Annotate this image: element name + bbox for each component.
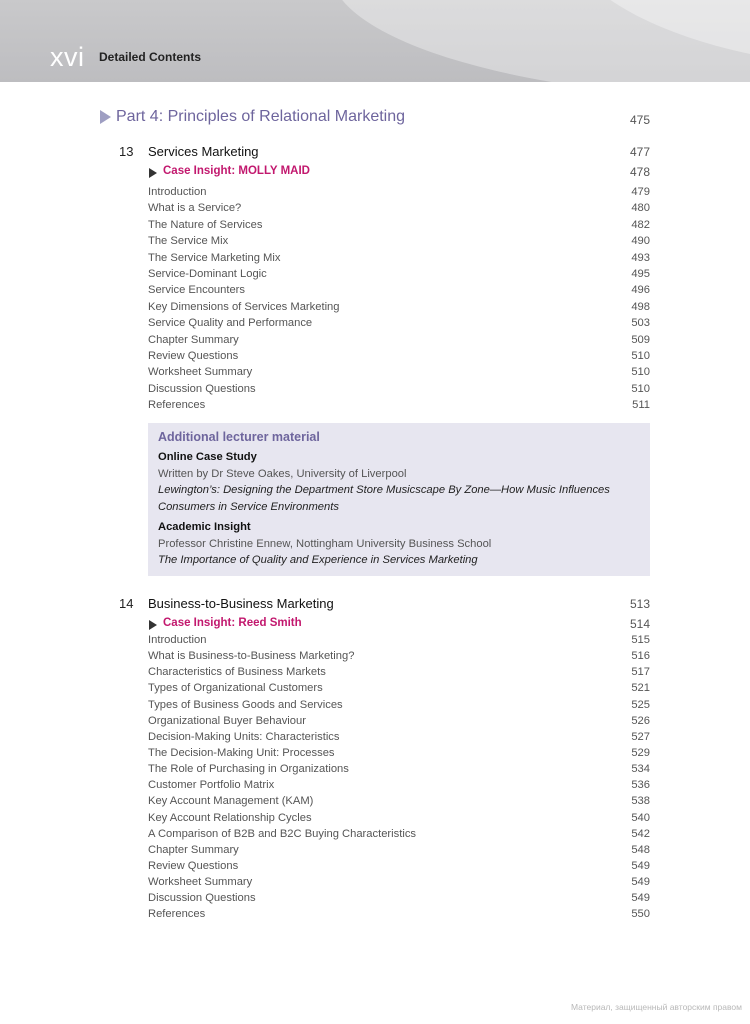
toc-entry[interactable] xyxy=(100,812,650,828)
entry-title: Customer Portfolio Matrix xyxy=(148,779,275,792)
entry-page: 538 xyxy=(631,795,650,808)
chapter-number: 14 xyxy=(119,596,134,611)
entry-page: 503 xyxy=(631,317,650,330)
online-case-study-title[interactable]: Lewington’s: Designing the Department Store Musicscape By Zone—How Music Influences xyxy=(158,484,610,496)
toc-entry[interactable] xyxy=(100,186,650,202)
chapter-heading[interactable] xyxy=(100,596,650,616)
part-heading[interactable] xyxy=(100,108,650,130)
entry-title: Key Account Management (KAM) xyxy=(148,795,314,808)
entry-title: Key Dimensions of Services Marketing xyxy=(148,300,340,313)
triangle-right-icon xyxy=(149,168,157,178)
academic-insight-title[interactable]: The Importance of Quality and Experience in Services Marketing xyxy=(158,554,478,566)
part-title: Part 4: Principles of Relational Marketing xyxy=(116,108,406,125)
toc-entry[interactable] xyxy=(100,715,650,731)
toc-entry[interactable] xyxy=(100,763,650,779)
entry-title: Introduction xyxy=(148,634,207,646)
entry-page: 482 xyxy=(631,218,650,231)
lecturer-material-heading: Additional lecturer material xyxy=(158,430,320,444)
entry-page: 496 xyxy=(631,284,650,297)
case-insight-label: Case Insight: MOLLY MAID xyxy=(163,165,310,177)
case-insight-page: 478 xyxy=(629,165,650,179)
entry-page: 521 xyxy=(631,682,650,695)
entry-title: Service Quality and Performance xyxy=(148,317,313,330)
entry-page: 549 xyxy=(631,892,650,905)
entry-title: The Role of Purchasing in Organizations xyxy=(148,763,349,776)
entry-title: Review Questions xyxy=(148,349,239,362)
chapter-page: 477 xyxy=(629,145,650,159)
entry-title: References xyxy=(148,908,206,921)
entry-title: The Service Mix xyxy=(148,235,229,248)
toc-entry[interactable] xyxy=(100,317,650,333)
running-head-title: Detailed Contents xyxy=(99,50,202,64)
entry-title: Chapter Summary xyxy=(148,333,239,346)
entry-title: Chapter Summary xyxy=(148,843,239,856)
entry-page: 536 xyxy=(631,779,650,792)
triangle-right-icon xyxy=(149,620,157,630)
entry-title: Service-Dominant Logic xyxy=(148,267,267,280)
toc-entry[interactable] xyxy=(100,219,650,235)
toc-entry[interactable] xyxy=(100,828,650,844)
toc-entry[interactable] xyxy=(100,860,650,876)
entry-page: 549 xyxy=(631,859,650,872)
case-insight-label: Case Insight: Reed Smith xyxy=(163,617,302,629)
entry-page: 550 xyxy=(631,908,650,921)
chapter-title: Services Marketing xyxy=(148,144,259,159)
entry-title: Introduction xyxy=(148,186,207,198)
chapter-title: Business-to-Business Marketing xyxy=(148,596,334,611)
toc-entry[interactable] xyxy=(100,795,650,811)
entry-page: 510 xyxy=(631,366,650,379)
entry-title: What is Business-to-Business Marketing? xyxy=(148,650,355,663)
entry-list xyxy=(100,634,650,925)
entry-page: 529 xyxy=(631,746,650,759)
entry-page: 510 xyxy=(631,349,650,362)
toc-entry[interactable] xyxy=(100,844,650,860)
toc-entry[interactable] xyxy=(100,876,650,892)
entry-title: Characteristics of Business Markets xyxy=(148,666,326,679)
entry-title: Discussion Questions xyxy=(148,892,256,905)
entry-title: References xyxy=(148,399,206,412)
toc-entry[interactable] xyxy=(100,350,650,366)
online-case-study-label: Online Case Study xyxy=(158,451,257,463)
entry-list xyxy=(100,186,650,415)
toc-entry[interactable] xyxy=(100,892,650,908)
lecturer-material-box xyxy=(148,423,650,576)
entry-page: 480 xyxy=(631,202,650,215)
entry-title: What is a Service? xyxy=(148,202,242,215)
entry-page: 548 xyxy=(631,843,650,856)
entry-page: 490 xyxy=(631,235,650,248)
triangle-right-icon xyxy=(100,110,111,124)
toc-entry[interactable] xyxy=(100,301,650,317)
toc-entry[interactable] xyxy=(100,399,650,415)
entry-title: Types of Business Goods and Services xyxy=(148,698,343,711)
toc-entry[interactable] xyxy=(100,202,650,218)
entry-title: Key Account Relationship Cycles xyxy=(148,811,312,824)
entry-page: 542 xyxy=(631,827,650,840)
entry-title: Worksheet Summary xyxy=(148,366,253,379)
toc-entry[interactable] xyxy=(100,731,650,747)
toc-entry[interactable] xyxy=(100,699,650,715)
entry-title: The Decision-Making Unit: Processes xyxy=(148,746,335,759)
entry-page: 515 xyxy=(631,634,650,646)
entry-page: 540 xyxy=(631,811,650,824)
toc-entry[interactable] xyxy=(100,284,650,300)
chapter-number: 13 xyxy=(119,144,134,159)
toc-entry[interactable] xyxy=(100,666,650,682)
entry-title: The Nature of Services xyxy=(148,218,263,231)
online-case-study-title-cont[interactable]: Consumers in Service Environments xyxy=(158,501,339,513)
entry-page: 534 xyxy=(631,763,650,776)
toc-entry[interactable] xyxy=(100,779,650,795)
copyright-watermark: Материал, защищенный авторским правом xyxy=(570,1002,742,1012)
entry-page: 525 xyxy=(631,698,650,711)
part-page: 475 xyxy=(629,113,650,127)
running-header xyxy=(0,0,750,82)
entry-page: 479 xyxy=(631,186,650,198)
entry-title: Worksheet Summary xyxy=(148,876,253,889)
academic-insight-author: Professor Christine Ennew, Nottingham University Business School xyxy=(158,538,492,550)
entry-title: Review Questions xyxy=(148,859,239,872)
entry-title: A Comparison of B2B and B2C Buying Characteristics xyxy=(148,827,417,840)
entry-title: Service Encounters xyxy=(148,284,246,297)
academic-insight-label: Academic Insight xyxy=(158,521,251,533)
entry-title: Decision-Making Units: Characteristics xyxy=(148,730,340,743)
entry-title: Types of Organizational Customers xyxy=(148,682,323,695)
toc-entry[interactable] xyxy=(100,252,650,268)
toc-entry[interactable] xyxy=(100,747,650,763)
entry-page: 495 xyxy=(631,267,650,280)
chapter-heading[interactable] xyxy=(100,144,650,164)
toc-entry[interactable] xyxy=(100,908,650,924)
entry-title: Discussion Questions xyxy=(148,382,256,395)
toc-entry[interactable] xyxy=(100,383,650,399)
entry-title: Organizational Buyer Behaviour xyxy=(148,714,306,727)
case-insight-row[interactable] xyxy=(100,616,650,634)
online-case-study-author: Written by Dr Steve Oakes, University of Liverpool xyxy=(158,468,407,480)
entry-page: 509 xyxy=(631,333,650,346)
entry-page: 510 xyxy=(631,382,650,395)
entry-title: The Service Marketing Mix xyxy=(148,251,281,264)
entry-page: 527 xyxy=(631,730,650,743)
toc-entry[interactable] xyxy=(100,682,650,698)
entry-page: 498 xyxy=(631,300,650,313)
page-number: xvi xyxy=(50,42,85,72)
chapter-page: 513 xyxy=(629,597,650,611)
entry-page: 517 xyxy=(631,666,650,679)
toc-entry[interactable] xyxy=(100,650,650,666)
case-insight-page: 514 xyxy=(629,617,650,631)
entry-page: 516 xyxy=(631,650,650,663)
toc-entry[interactable] xyxy=(100,334,650,350)
entry-page: 511 xyxy=(632,399,650,412)
chapter-14 xyxy=(100,596,650,925)
toc-entry[interactable] xyxy=(100,634,650,650)
entry-page: 493 xyxy=(631,251,650,264)
toc-entry[interactable] xyxy=(100,268,650,284)
toc-entry[interactable] xyxy=(100,366,650,382)
chapter-13 xyxy=(100,144,650,415)
toc-entry[interactable] xyxy=(100,235,650,251)
case-insight-row[interactable] xyxy=(100,164,650,184)
entry-page: 549 xyxy=(631,876,650,889)
entry-page: 526 xyxy=(631,714,650,727)
